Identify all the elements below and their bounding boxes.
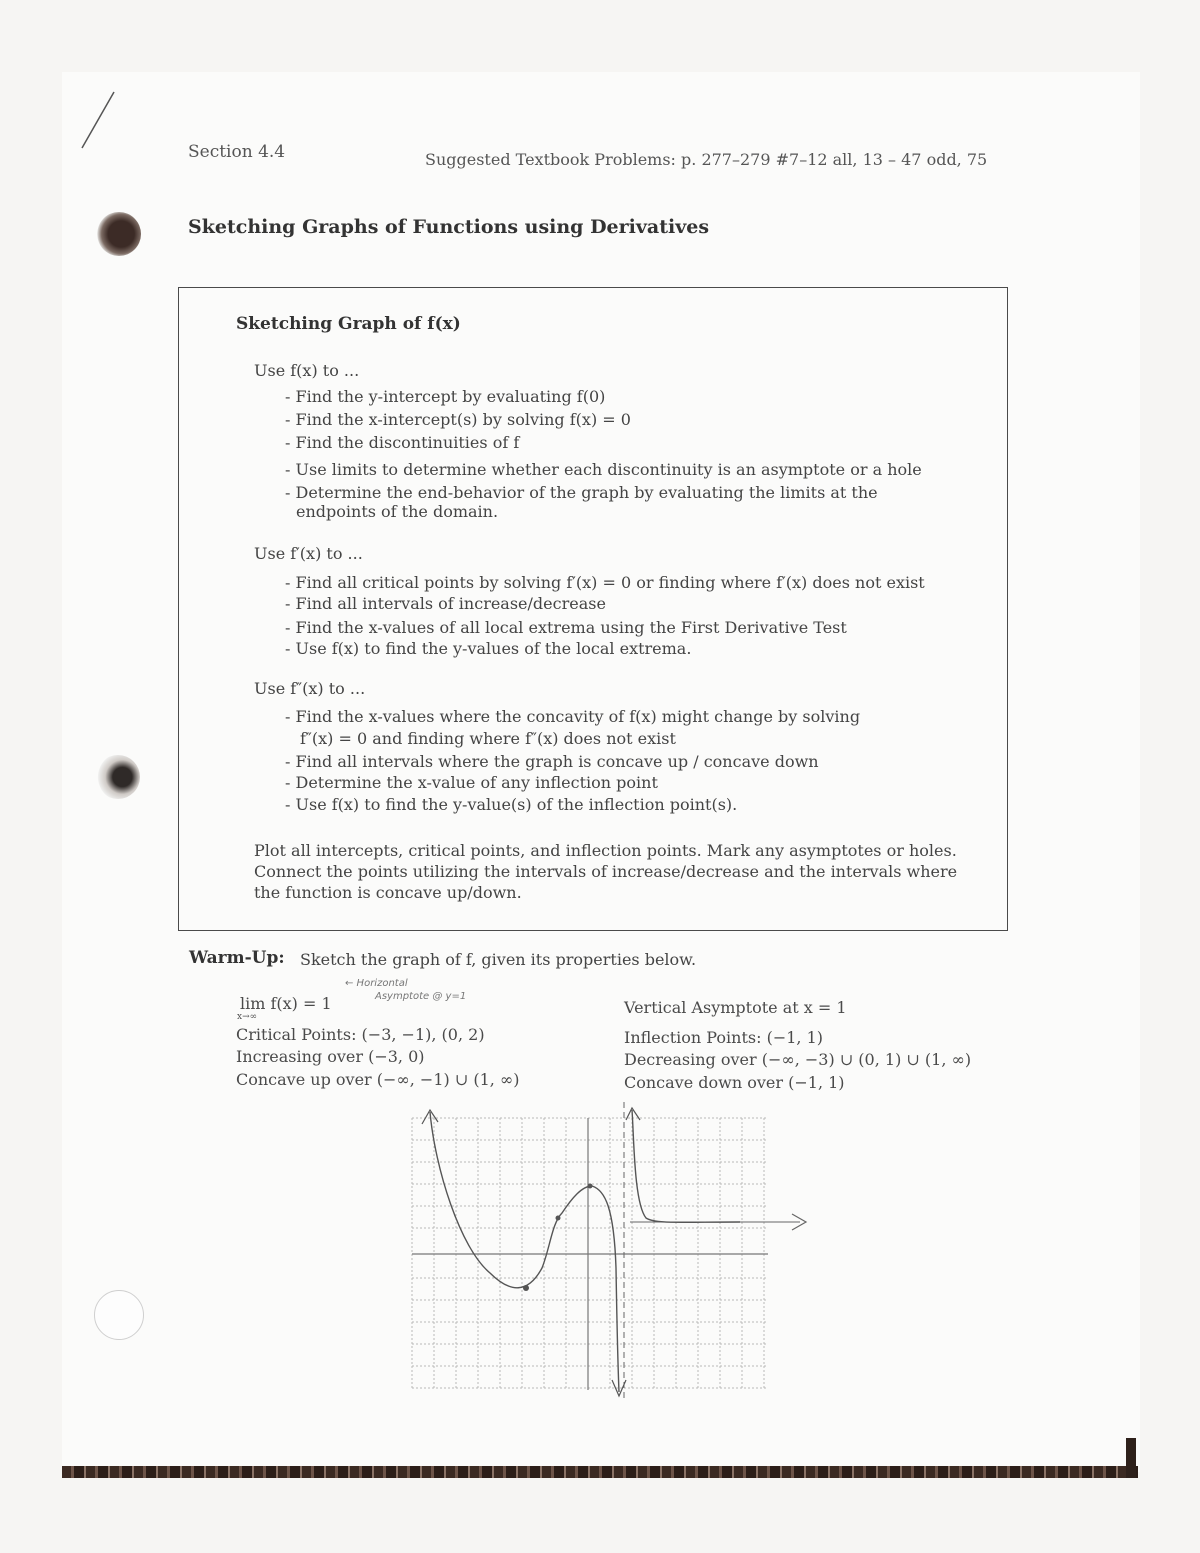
plot-instructions (254, 840, 957, 903)
f-item: - Find the y-intercept by evaluating f(0) (285, 387, 606, 406)
f-item: endpoints of the domain. (296, 502, 499, 521)
inflection-points: Inflection Points: (−1, 1) (624, 1028, 824, 1047)
limit-subscript: x→∞ (237, 1012, 258, 1022)
fdoubleprime-item: - Find all intervals where the graph is concave up / concave down (285, 752, 819, 771)
plot-line: Plot all intercepts, critical points, and inflection points. Mark any asymptotes or holes. (254, 841, 957, 860)
handwritten-note: ← Horizontal (345, 978, 408, 989)
concave-up-interval: Concave up over (−∞, −1) ∪ (1, ∞) (236, 1070, 520, 1089)
fprime-item: - Use f(x) to find the y-values of the local extrema. (285, 639, 692, 658)
use-fdoubleprime-heading: Use f″(x) to ... (254, 679, 366, 698)
vertical-asymptote: Vertical Asymptote at x = 1 (624, 998, 847, 1017)
box-title: Sketching Graph of f(x) (236, 314, 461, 334)
local-max-point (588, 1184, 593, 1189)
concave-down-interval: Concave down over (−1, 1) (624, 1073, 845, 1092)
plot-line: Connect the points utilizing the intervals of increase/decrease and the intervals where (254, 862, 958, 881)
inflection-point (556, 1216, 561, 1221)
critical-points: Critical Points: (−3, −1), (0, 2) (236, 1025, 485, 1044)
local-min-point (523, 1285, 529, 1291)
use-f-heading: Use f(x) to ... (254, 361, 360, 380)
graph-curve-right (632, 1110, 740, 1222)
use-fprime-heading: Use f′(x) to ... (254, 544, 363, 563)
increasing-interval: Increasing over (−3, 0) (236, 1047, 425, 1066)
handwritten-note: Asymptote @ y=1 (375, 991, 467, 1002)
warmup-label: Warm-Up: (189, 948, 285, 968)
limit-property: lim f(x) = 1 (240, 994, 332, 1013)
f-item: - Find the x-intercept(s) by solving f(x) = 0 (285, 410, 631, 429)
f-item: - Use limits to determine whether each discontinuity is an asymptote or a hole (285, 460, 922, 479)
section-label: Section 4.4 (188, 142, 286, 162)
fdoubleprime-item: f″(x) = 0 and finding where f″(x) does not exist (300, 729, 676, 748)
fprime-item: - Find the x-values of all local extrema using the First Derivative Test (285, 618, 847, 637)
f-item: - Find the discontinuities of f (285, 433, 520, 452)
graph-curve-left (430, 1112, 619, 1392)
sketch-graph (400, 1098, 820, 1438)
pen-mark (78, 90, 118, 152)
fdoubleprime-item: - Determine the x-value of any inflection point (285, 773, 658, 792)
punch-hole-bottom (94, 1290, 144, 1340)
warmup-text: Sketch the graph of f, given its properties below. (300, 950, 697, 969)
fdoubleprime-item: - Use f(x) to find the y-value(s) of the inflection point(s). (285, 795, 738, 814)
wood-table-corner (1126, 1438, 1136, 1478)
plot-line: the function is concave up/down. (254, 883, 522, 902)
fdoubleprime-item: - Find the x-values where the concavity of f(x) might change by solving (285, 707, 861, 726)
punch-hole-middle (96, 755, 140, 799)
suggested-problems: Suggested Textbook Problems: p. 277–279 #7–12 all, 13 – 47 odd, 75 (425, 150, 988, 169)
punch-hole-top (97, 212, 141, 256)
decreasing-interval: Decreasing over (−∞, −3) ∪ (0, 1) ∪ (1, ∞) (624, 1050, 972, 1069)
wood-table-edge (62, 1466, 1138, 1478)
page-title: Sketching Graphs of Functions using Derivatives (188, 216, 710, 238)
f-item: - Determine the end-behavior of the graph by evaluating the limits at the (285, 483, 878, 502)
fprime-item: - Find all critical points by solving f′(x) = 0 or finding where f′(x) does not exist (285, 573, 925, 592)
fprime-item: - Find all intervals of increase/decrease (285, 594, 606, 613)
